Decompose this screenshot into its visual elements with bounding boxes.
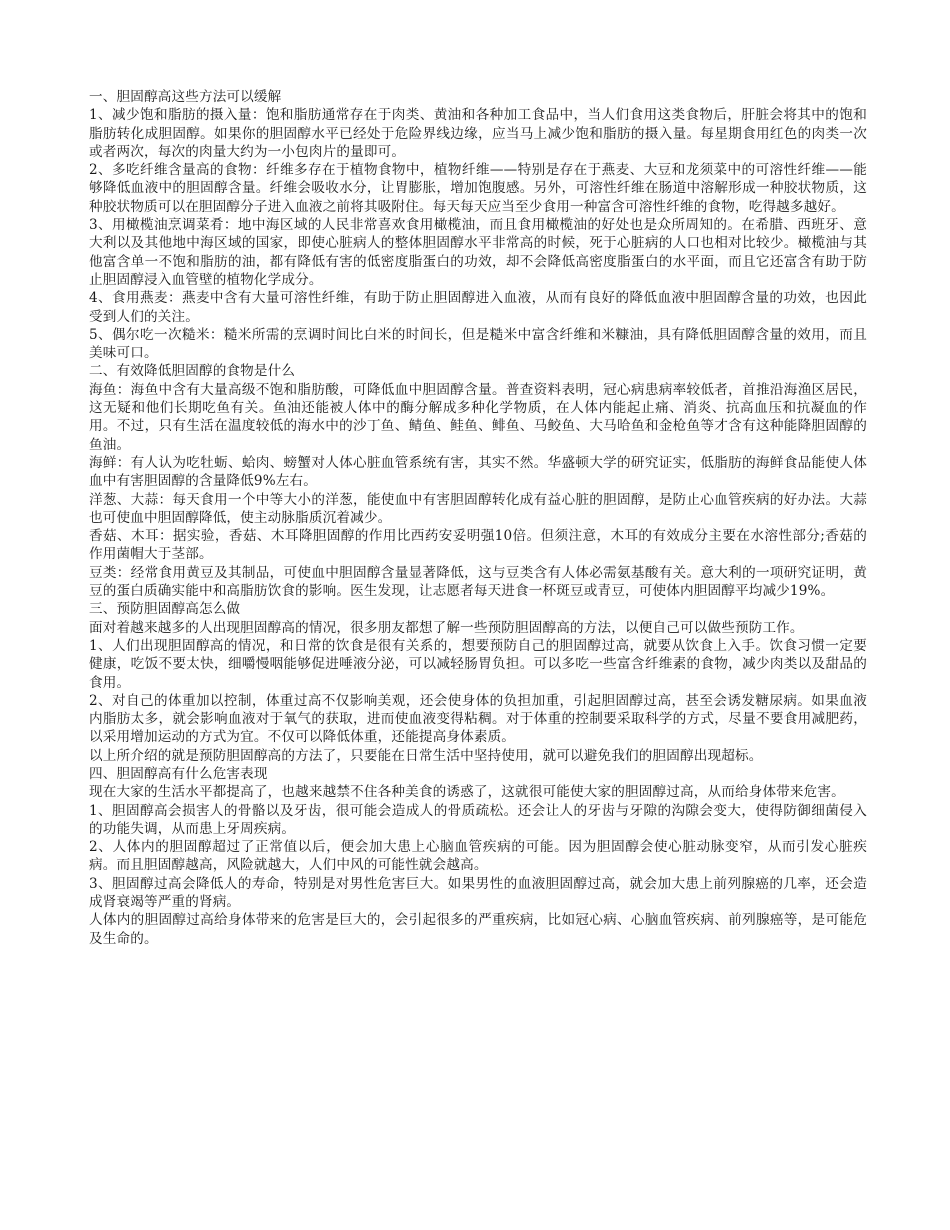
paragraph: 4、食用燕麦：燕麦中含有大量可溶性纤维，有助于防止胆固醇进入血液，从而有良好的降低血液中胆固醇含量的功效，也因此受到人们的关注。 bbox=[89, 290, 867, 325]
document-body bbox=[89, 88, 867, 948]
paragraph: 以上所介绍的就是预防胆固醇高的方法了，只要能在日常生活中坚持使用，就可以避免我们的胆固醇出现超标。 bbox=[89, 747, 763, 764]
paragraph: 3、用橄榄油烹调菜肴：地中海区域的人民非常喜欢食用橄榄油，而且食用橄榄油的好处也是众所周知的。在希腊、西班牙、意大利以及其他地中海区域的国家，即使心脏病人的整体胆固醇水平非常高的时候，死于心脏病的人口也相对比较少。橄榄油与其他富含单一不饱和脂肪的油，都有降低有害的低密度脂蛋白的功效，却不会降低高密度脂蛋白的水平面，而且它还富含有助于防止胆固醇浸入血管壁的植物化学成分。 bbox=[89, 217, 867, 288]
paragraph: 人体内的胆固醇过高给身体带来的危害是巨大的，会引起很多的严重疾病，比如冠心病、心脑血管疾病、前列腺癌等，是可能危及生命的。 bbox=[89, 912, 867, 947]
paragraph: 2、人体内的胆固醇超过了正常值以后，便会加大患上心脑血管疾病的可能。因为胆固醇会使心脏动脉变窄，从而引发心脏疾病。而且胆固醇越高，风险就越大，人们中风的可能性就会越高。 bbox=[89, 839, 867, 874]
paragraph: 洋葱、大蒜：每天食用一个中等大小的洋葱，能使血中有害胆固醇转化成有益心脏的胆固醇，是防止心血管疾病的好办法。大蒜也可使血中胆固醇降低，使主动脉脂质沉着减少。 bbox=[89, 491, 867, 526]
paragraph: 3、胆固醇过高会降低人的寿命，特别是对男性危害巨大。如果男性的血液胆固醇过高，就会加大患上前列腺癌的几率，还会造成肾衰竭等严重的肾病。 bbox=[89, 875, 867, 911]
section-heading-2: 二、有效降低胆固醇的食物是什么 bbox=[89, 363, 296, 380]
paragraph: 2、多吃纤维含量高的食物：纤维多存在于植物食物中，植物纤维——特别是存在于燕麦、大豆和龙须菜中的可溶性纤维——能够降低血液中的胆固醇含量。纤维会吸收水分，让胃膨胀，增加饱腹感。另外，可溶性纤维在肠道中溶解形成一种胶状物质，这种胶状物质可以在胆固醇分子进入血液之前将其吸附住。每天每天应当至少食用一种富含可溶性纤维的食物，吃得越多越好。 bbox=[89, 162, 867, 215]
section-heading-3: 三、预防胆固醇高怎么做 bbox=[89, 601, 241, 618]
section-heading-4: 四、胆固醇高有什么危害表现 bbox=[89, 765, 268, 782]
paragraph: 2、对自己的体重加以控制，体重过高不仅影响美观，还会使身体的负担加重，引起胆固醇过高，甚至会诱发糖尿病。如果血液内脂肪太多，就会影响血液对于氧气的获取，进而使血液变得粘稠。对于体重的控制要采取科学的方式，尽量不要食用减肥药，以采用增加运动的方式为宜。不仅可以降低体重，还能提高身体素质。 bbox=[89, 692, 867, 746]
paragraph: 现在大家的生活水平都提高了，也越来越禁不住各种美食的诱惑了，这就很可能使大家的胆固醇过高，从而给身体带来危害。 bbox=[89, 784, 845, 801]
paragraph: 香菇、木耳：据实验，香菇、木耳降胆固醇的作用比西药安妥明强10倍。但须注意，木耳的有效成分主要在水溶性部分;香菇的作用菌帽大于茎部。 bbox=[89, 528, 867, 563]
paragraph: 1、胆固醇高会损害人的骨骼以及牙齿，很可能会造成人的骨质疏松。还会让人的牙齿与牙隙的沟隙会变大，使得防御细菌侵入的功能失调，从而患上牙周疾病。 bbox=[89, 802, 867, 837]
section-heading-1: 一、胆固醇高这些方法可以缓解 bbox=[89, 89, 282, 105]
paragraph: 1、人们出现胆固醇高的情况，和日常的饮食是很有关系的，想要预防自己的胆固醇过高，就要从饮食上入手。饮食习惯一定要健康，吃饭不要太快，细嚼慢咽能够促进唾液分泌，可以减轻肠胃负担。可以多吃一些富含纤维素的食物，减少肉类以及甜品的食用。 bbox=[89, 637, 867, 691]
paragraph: 海鱼：海鱼中含有大量高级不饱和脂肪酸，可降低血中胆固醇含量。普查资料表明，冠心病患病率较低者，首推沿海渔区居民，这无疑和他们长期吃鱼有关。鱼油还能被人体中的酶分解成多种化学物质，在人体内能起止痛、消炎、抗高血压和抗凝血的作用。不过，只有生活在温度较低的海水中的沙丁鱼、鲭鱼、鲑鱼、鲱鱼、马鲛鱼、大马哈鱼和金枪鱼等才含有这种能降胆固醇的鱼油。 bbox=[89, 381, 867, 453]
paragraph: 海鲜：有人认为吃牡蛎、蛤肉、螃蟹对人体心脏血管系统有害，其实不然。华盛顿大学的研究证实，低脂肪的海鲜食品能使人体血中有害胆固醇的含量降低9%左右。 bbox=[89, 454, 867, 490]
paragraph: 豆类：经常食用黄豆及其制品，可使血中胆固醇含量显著降低，这与豆类含有人体必需氨基酸有关。意大利的一项研究证明，黄豆的蛋白质确实能中和高脂肪饮食的影响。医生发现，让志愿者每天进食一杯斑豆或青豆，可使体内胆固醇平均减少19%。 bbox=[89, 564, 867, 600]
paragraph: 5、偶尔吃一次糙米：糙米所需的烹调时间比白米的时间长，但是糙米中富含纤维和米糠油，具有降低胆固醇含量的效用，而且美味可口。 bbox=[89, 326, 867, 362]
paragraph: 面对着越来越多的人出现胆固醇高的情况，很多朋友都想了解一些预防胆固醇高的方法，以便自己可以做些预防工作。 bbox=[89, 619, 804, 636]
paragraph: 1、减少饱和脂肪的摄入量：饱和脂肪通常存在于肉类、黄油和各种加工食品中，当人们食用这类食物后，肝脏会将其中的饱和脂肪转化成胆固醇。如果你的胆固醇水平已经处于危险界线边缘，应当马上减少饱和脂肪的摄入量。每星期食用红色的肉类一次或者两次，每次的肉量大约为一小包肉片的量即可。 bbox=[89, 107, 867, 160]
